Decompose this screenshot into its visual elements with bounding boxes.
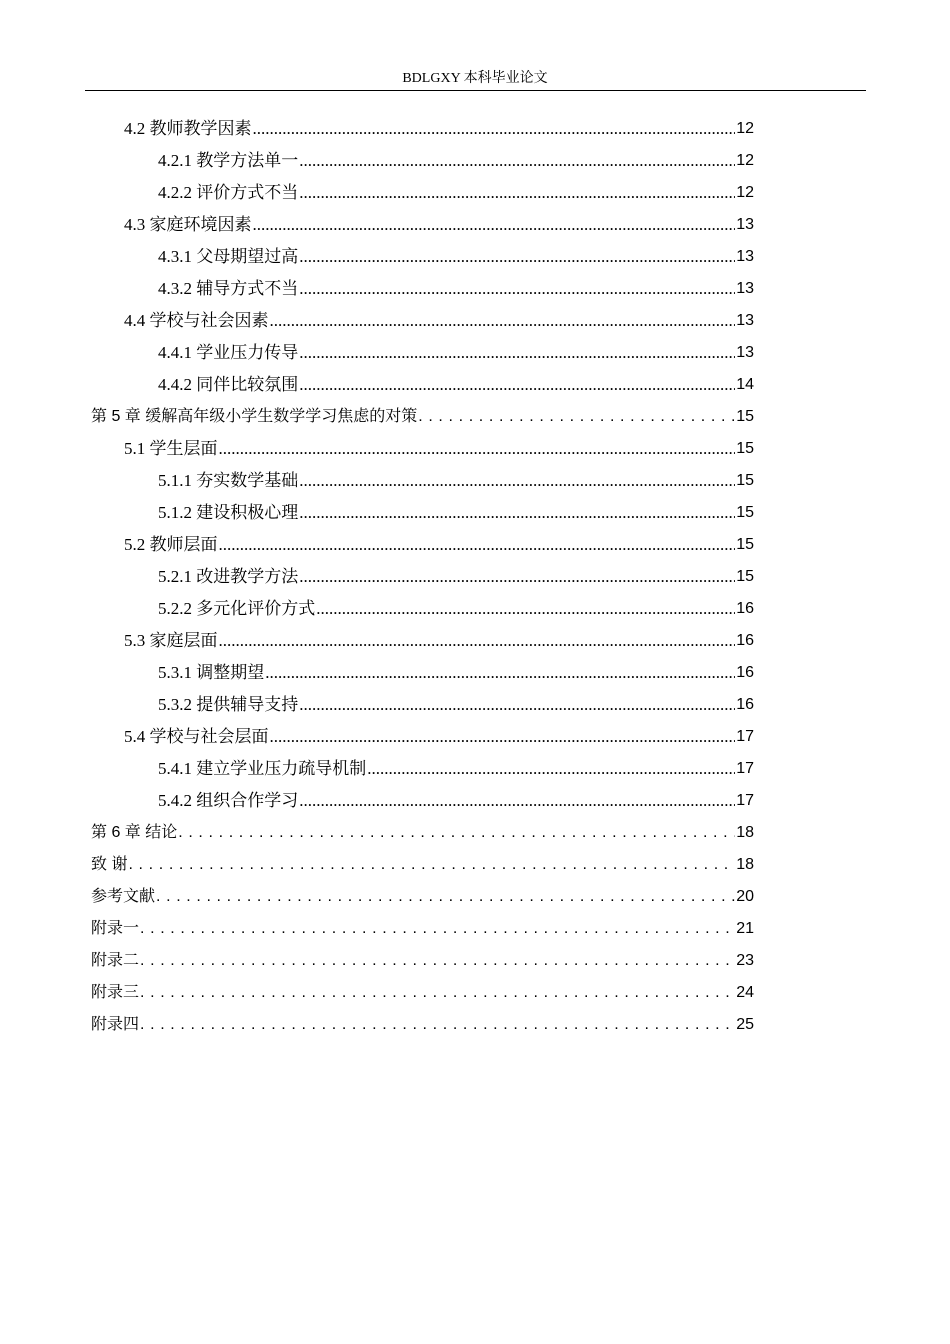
toc-entry-chapter[interactable] [91, 403, 754, 427]
dot-leader [299, 279, 735, 299]
toc-entry-page: 12 [736, 184, 754, 201]
dot-leader [299, 151, 735, 171]
dot-leader [270, 311, 736, 331]
toc-entry[interactable] [158, 179, 754, 203]
toc-entry-page: 15 [736, 440, 754, 457]
toc-entry-title: 5.4.2 组织合作学习 [158, 791, 299, 810]
toc-entry-page: 15 [736, 472, 754, 489]
toc-entry-title: 5.4.1 建立学业压力疏导机制 [158, 759, 367, 778]
dot-leader [140, 983, 735, 1003]
toc-entry[interactable] [124, 627, 754, 651]
header-rule [85, 90, 866, 91]
toc-entry[interactable] [158, 691, 754, 715]
toc-entry[interactable] [158, 147, 754, 171]
toc-entry[interactable] [124, 307, 754, 331]
dot-leader [299, 375, 735, 395]
toc-entry-title: 4.3.1 父母期望过高 [158, 247, 299, 266]
dot-leader [299, 567, 735, 587]
toc-entry-page: 16 [736, 664, 754, 681]
dot-leader [299, 183, 735, 203]
toc-entry-title: 5.1.2 建设积极心理 [158, 503, 299, 522]
dot-leader [418, 407, 735, 427]
dot-leader [367, 759, 735, 779]
toc-entry-title: 4.3.2 辅导方式不当 [158, 279, 299, 298]
toc-entry-chapter[interactable] [91, 851, 754, 875]
dot-leader [265, 663, 735, 683]
toc-entry-page: 13 [736, 216, 754, 233]
dot-leader [299, 247, 735, 267]
dot-leader [178, 823, 735, 843]
toc-entry-title: 附录四 [91, 1016, 140, 1033]
toc-entry-page: 16 [736, 600, 754, 617]
toc-entry-title: 第 6 章 结论 [91, 824, 178, 841]
toc-entry-page: 17 [736, 728, 754, 745]
toc-entry-title: 5.3 家庭层面 [124, 631, 218, 650]
toc-entry[interactable] [158, 467, 754, 491]
toc-entry-title: 4.3 家庭环境因素 [124, 215, 252, 234]
dot-leader [219, 439, 736, 459]
toc-entry-page: 15 [736, 536, 754, 553]
dot-leader [128, 855, 735, 875]
toc-entry-page: 18 [736, 856, 754, 873]
toc-entry-page: 13 [736, 312, 754, 329]
toc-entry-page: 14 [736, 376, 754, 393]
toc-entry-page: 13 [736, 344, 754, 361]
toc-entry-title: 4.4.2 同伴比较氛围 [158, 375, 299, 394]
toc-entry[interactable] [124, 531, 754, 555]
dot-leader [299, 471, 735, 491]
toc-entry[interactable] [158, 787, 754, 811]
toc-entry-chapter[interactable] [91, 1011, 754, 1035]
toc-entry-page: 15 [736, 504, 754, 521]
toc-entry-chapter[interactable] [91, 915, 754, 939]
dot-leader [299, 695, 735, 715]
toc-entry[interactable] [158, 275, 754, 299]
toc-entry-page: 25 [736, 1016, 754, 1033]
toc-entry-title: 4.4 学校与社会因素 [124, 311, 269, 330]
toc-entry-title: 5.2.1 改进教学方法 [158, 567, 299, 586]
dot-leader [316, 599, 735, 619]
toc-entry-title: 致 谢 [91, 856, 128, 873]
toc-entry[interactable] [124, 211, 754, 235]
toc-entry-page: 20 [736, 888, 754, 905]
dot-leader [156, 887, 735, 907]
toc-entry-title: 4.2 教师教学因素 [124, 119, 252, 138]
toc-entry-page: 12 [736, 120, 754, 137]
toc-entry[interactable] [158, 243, 754, 267]
toc-entry-chapter[interactable] [91, 979, 754, 1003]
toc-entry-title: 参考文献 [91, 888, 156, 905]
running-header: BDLGXY 本科毕业论文 [402, 71, 548, 86]
toc-entry-title: 附录二 [91, 952, 140, 969]
toc-entry-title: 5.2.2 多元化评价方式 [158, 599, 316, 618]
toc-entry-page: 15 [736, 568, 754, 585]
toc-entry-title: 4.4.1 学业压力传导 [158, 343, 299, 362]
toc-entry[interactable] [158, 659, 754, 683]
dot-leader [140, 919, 735, 939]
toc-entry[interactable] [158, 499, 754, 523]
toc-entry-chapter[interactable] [91, 819, 754, 843]
toc-entry-title: 4.2.2 评价方式不当 [158, 183, 299, 202]
toc-entry-title: 附录一 [91, 920, 140, 937]
toc-entry-page: 16 [736, 632, 754, 649]
toc-entry-page: 24 [736, 984, 754, 1001]
dot-leader [299, 343, 735, 363]
toc-entry[interactable] [124, 723, 754, 747]
toc-entry[interactable] [158, 595, 754, 619]
toc-entry-page: 21 [736, 920, 754, 937]
dot-leader [299, 791, 735, 811]
toc-entry-chapter[interactable] [91, 947, 754, 971]
toc-entry-page: 17 [736, 760, 754, 777]
dot-leader [219, 535, 736, 555]
toc-entry-chapter[interactable] [91, 883, 754, 907]
toc-entry[interactable] [158, 339, 754, 363]
toc-entry-title: 5.3.2 提供辅导支持 [158, 695, 299, 714]
toc-entry-title: 5.4 学校与社会层面 [124, 727, 269, 746]
toc-entry-title: 4.2.1 教学方法单一 [158, 151, 299, 170]
toc-entry-page: 15 [736, 408, 754, 425]
dot-leader [140, 1015, 735, 1035]
toc-entry-page: 16 [736, 696, 754, 713]
toc-entry[interactable] [124, 115, 754, 139]
toc-entry-title: 5.1.1 夯实数学基础 [158, 471, 299, 490]
toc-entry-page: 23 [736, 952, 754, 969]
dot-leader [253, 119, 736, 139]
dot-leader [253, 215, 736, 235]
toc-entry-title: 附录三 [91, 984, 140, 1001]
toc-entry-page: 12 [736, 152, 754, 169]
toc-entry-page: 13 [736, 280, 754, 297]
toc-entry-title: 第 5 章 缓解高年级小学生数学学习焦虑的对策 [91, 408, 418, 425]
dot-leader [219, 631, 736, 651]
toc-entry-page: 18 [736, 824, 754, 841]
toc-entry-page: 13 [736, 248, 754, 265]
toc-entry-title: 5.1 学生层面 [124, 439, 218, 458]
toc-entry[interactable] [124, 435, 754, 459]
toc-entry[interactable] [158, 371, 754, 395]
toc-entry[interactable] [158, 563, 754, 587]
dot-leader [270, 727, 736, 747]
toc-entry[interactable] [158, 755, 754, 779]
toc-entry-title: 5.3.1 调整期望 [158, 663, 265, 682]
dot-leader [140, 951, 735, 971]
toc-entry-page: 17 [736, 792, 754, 809]
dot-leader [299, 503, 735, 523]
toc-entry-title: 5.2 教师层面 [124, 535, 218, 554]
